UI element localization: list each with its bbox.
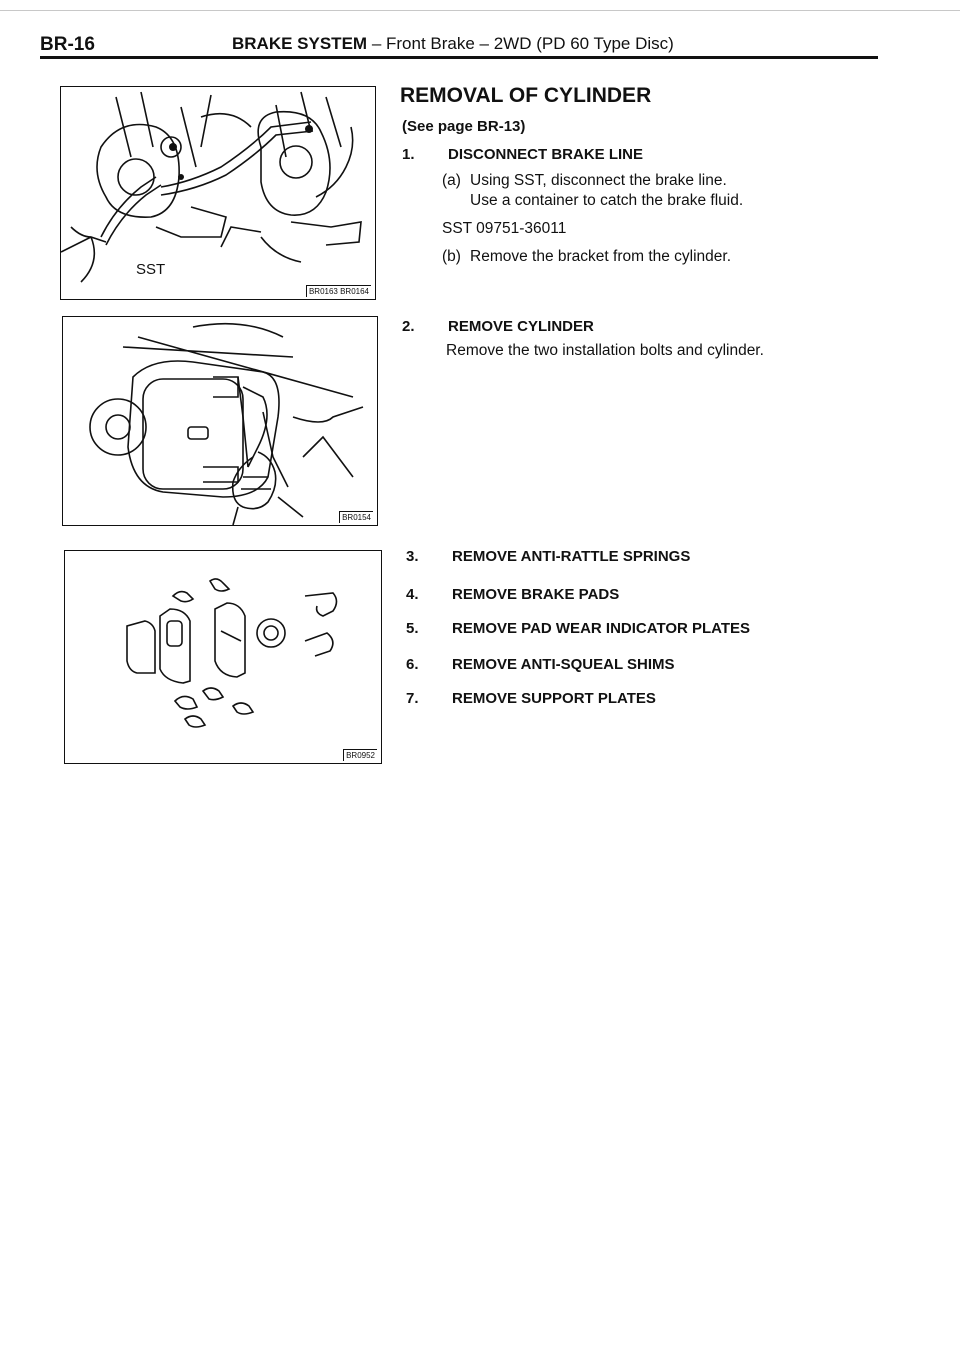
step-number: 1. [402,146,415,163]
figure-remove-cylinder [62,316,378,526]
step-title: REMOVE ANTI-RATTLE SPRINGS [452,548,691,565]
step-2-heading [402,318,594,335]
step-title: REMOVE BRAKE PADS [452,586,620,603]
scan-edge-line [0,10,960,11]
section-header-bold: BRAKE SYSTEM [232,34,368,53]
page-number: BR-16 [40,34,95,55]
step-number: 2. [402,318,415,335]
sst-number: SST 09751-36011 [442,220,567,237]
caliper-illustration-2 [63,317,377,525]
sub-text: Remove the bracket from the cylinder. [470,248,732,265]
step-1-heading [402,146,643,163]
step-title: DISCONNECT BRAKE LINE [448,146,644,163]
sst-label: SST [136,261,166,278]
step-3-heading [406,548,690,565]
section-header [232,34,674,54]
sub-label: (a) [442,172,461,189]
step-number: 6. [406,656,419,673]
step-title: REMOVE PAD WEAR INDICATOR PLATES [452,620,751,637]
figure-code: BR0154 [339,511,373,523]
section-title: REMOVAL OF CYLINDER [400,84,652,107]
step-1a-line-2: Use a container to catch the brake fluid. [470,192,744,209]
figure-exploded-parts [64,550,382,764]
figure-disconnect-brake-line [60,86,376,300]
step-title: REMOVE ANTI-SQUEAL SHIMS [452,656,675,673]
step-title: REMOVE SUPPORT PLATES [452,690,656,707]
sub-text: Using SST, disconnect the brake line. [470,172,727,189]
page-reference: (See page BR-13) [402,118,526,135]
step-1a [442,172,727,190]
step-2-text: Remove the two installation bolts and cylinder. [446,342,764,359]
step-6-heading [406,656,675,673]
step-title: REMOVE CYLINDER [448,318,594,335]
figure-code: BR0163 BR0164 [306,285,371,297]
step-7-heading [406,690,656,707]
section-header-rest: – Front Brake – 2WD (PD 60 Type Disc) [371,34,674,53]
step-number: 4. [406,586,419,603]
sub-label: (b) [442,248,461,265]
exploded-parts-illustration [65,551,381,763]
figure-code: BR0952 [343,749,377,761]
step-number: 5. [406,620,419,637]
step-5-heading [406,620,750,637]
header-rule [40,56,878,59]
step-number: 3. [406,548,419,565]
step-number: 7. [406,690,419,707]
step-4-heading [406,586,619,603]
step-1b [442,248,731,266]
caliper-illustration-1 [61,87,375,299]
